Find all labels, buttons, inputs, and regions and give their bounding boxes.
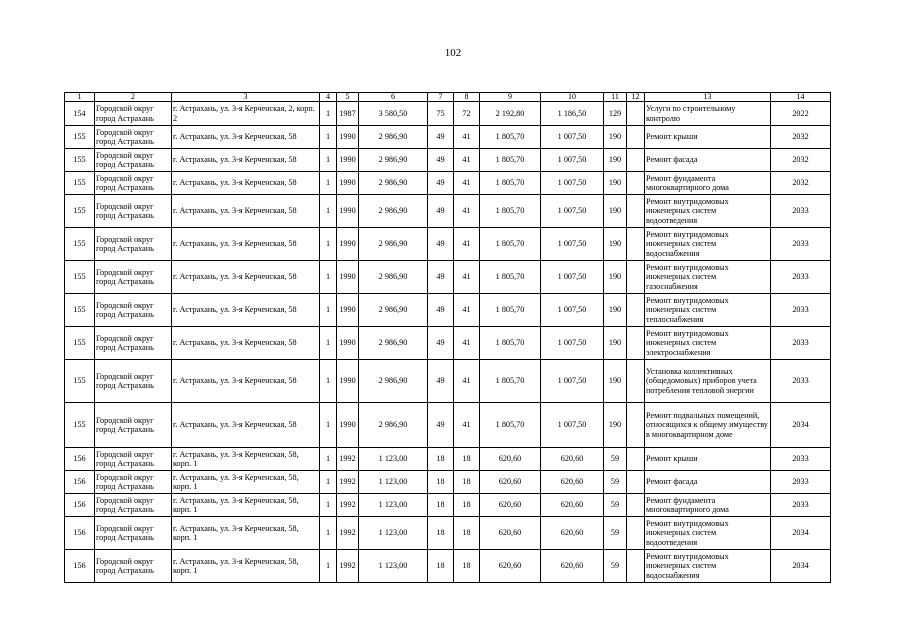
table-row	[65, 517, 831, 550]
address-cell: г. Астрахань, ул. 3-я Керченская, 58, корп. 1	[172, 517, 320, 550]
column-7-cell: 18	[428, 517, 454, 550]
column-9-cell: 1 805,70	[480, 149, 541, 172]
column-7-cell: 49	[428, 195, 454, 228]
column-header: 14	[771, 93, 831, 102]
column-header: 6	[359, 93, 428, 102]
column-header: 1	[65, 93, 95, 102]
column-11-cell: 59	[604, 550, 627, 583]
area-cell: 2 986,90	[359, 126, 428, 149]
column-7-cell: 49	[428, 261, 454, 294]
work-type-cell: Установка коллективных (общедомовых) приборов учета потребления тепловой энергии	[645, 360, 771, 403]
column-10-cell: 620,60	[541, 517, 604, 550]
year-cell: 1990	[337, 403, 359, 448]
year-cell: 1990	[337, 294, 359, 327]
column-11-cell: 59	[604, 448, 627, 471]
address-cell: г. Астрахань, ул. 3-я Керченская, 58	[172, 195, 320, 228]
column-7-cell: 49	[428, 327, 454, 360]
table-row	[65, 261, 831, 294]
column-9-cell: 1 805,70	[480, 327, 541, 360]
column-8-cell: 18	[454, 471, 480, 494]
column-12-cell	[627, 550, 645, 583]
column-8-cell: 41	[454, 172, 480, 195]
year-cell: 1992	[337, 550, 359, 583]
column-11-cell: 190	[604, 172, 627, 195]
table-row	[65, 327, 831, 360]
year-cell: 1990	[337, 149, 359, 172]
plan-year-cell: 2034	[771, 550, 831, 583]
plan-year-cell: 2022	[771, 102, 831, 126]
area-cell: 2 986,90	[359, 327, 428, 360]
work-type-cell: Ремонт внутридомовых инженерных систем газоснабжения	[645, 261, 771, 294]
table-row	[65, 360, 831, 403]
address-cell: г. Астрахань, ул. 3-я Керченская, 58, корп. 1	[172, 494, 320, 517]
area-cell: 2 986,90	[359, 294, 428, 327]
area-cell: 2 986,90	[359, 403, 428, 448]
plan-year-cell: 2033	[771, 327, 831, 360]
row-number: 156	[65, 550, 95, 583]
work-type-cell: Ремонт крыши	[645, 448, 771, 471]
row-number: 156	[65, 471, 95, 494]
address-cell: г. Астрахань, ул. 3-я Керченская, 58	[172, 228, 320, 261]
address-cell: г. Астрахань, ул. 3-я Керченская, 58	[172, 172, 320, 195]
row-number: 155	[65, 149, 95, 172]
column-12-cell	[627, 261, 645, 294]
municipality-cell: Городской округ город Астрахань	[95, 172, 172, 195]
column-header: 7	[428, 93, 454, 102]
municipality-cell: Городской округ город Астрахань	[95, 195, 172, 228]
row-number: 155	[65, 195, 95, 228]
address-cell: г. Астрахань, ул. 3-я Керченская, 58, корп. 1	[172, 471, 320, 494]
column-header: 9	[480, 93, 541, 102]
column-11-cell: 190	[604, 403, 627, 448]
column-11-cell: 59	[604, 494, 627, 517]
area-cell: 1 123,00	[359, 448, 428, 471]
plan-year-cell: 2034	[771, 403, 831, 448]
column-12-cell	[627, 403, 645, 448]
column-11-cell: 190	[604, 228, 627, 261]
municipality-cell: Городской округ город Астрахань	[95, 448, 172, 471]
municipality-cell: Городской округ город Астрахань	[95, 228, 172, 261]
column-header: 4	[320, 93, 337, 102]
year-cell: 1987	[337, 102, 359, 126]
plan-year-cell: 2032	[771, 126, 831, 149]
column-11-cell: 190	[604, 327, 627, 360]
column-8-cell: 41	[454, 327, 480, 360]
column-11-cell: 190	[604, 261, 627, 294]
table-row	[65, 403, 831, 448]
column-10-cell: 1 007,50	[541, 172, 604, 195]
row-number: 155	[65, 327, 95, 360]
column-7-cell: 18	[428, 448, 454, 471]
column-9-cell: 1 805,70	[480, 228, 541, 261]
address-cell: г. Астрахань, ул. 3-я Керченская, 2, корп. 2	[172, 102, 320, 126]
year-cell: 1990	[337, 261, 359, 294]
column-9-cell: 620,60	[480, 448, 541, 471]
column-header: 11	[604, 93, 627, 102]
column-4-cell: 1	[320, 550, 337, 583]
work-type-cell: Ремонт фундамента многоквартирного дома	[645, 172, 771, 195]
table-row	[65, 228, 831, 261]
column-10-cell: 1 007,50	[541, 294, 604, 327]
column-4-cell: 1	[320, 261, 337, 294]
year-cell: 1992	[337, 448, 359, 471]
column-11-cell: 190	[604, 149, 627, 172]
column-10-cell: 620,60	[541, 550, 604, 583]
column-10-cell: 1 007,50	[541, 327, 604, 360]
column-7-cell: 49	[428, 149, 454, 172]
work-type-cell: Ремонт внутридомовых инженерных систем водоснабжения	[645, 550, 771, 583]
column-4-cell: 1	[320, 126, 337, 149]
column-header: 2	[95, 93, 172, 102]
column-8-cell: 41	[454, 126, 480, 149]
column-8-cell: 18	[454, 550, 480, 583]
address-cell: г. Астрахань, ул. 3-я Керченская, 58	[172, 261, 320, 294]
column-9-cell: 620,60	[480, 550, 541, 583]
column-7-cell: 18	[428, 494, 454, 517]
column-4-cell: 1	[320, 360, 337, 403]
work-type-cell: Ремонт фасада	[645, 149, 771, 172]
column-9-cell: 2 192,80	[480, 102, 541, 126]
table-row	[65, 494, 831, 517]
plan-year-cell: 2033	[771, 494, 831, 517]
column-header: 8	[454, 93, 480, 102]
column-12-cell	[627, 126, 645, 149]
area-cell: 2 986,90	[359, 172, 428, 195]
plan-year-cell: 2033	[771, 195, 831, 228]
row-number: 155	[65, 360, 95, 403]
column-11-cell: 190	[604, 126, 627, 149]
column-10-cell: 1 007,50	[541, 228, 604, 261]
column-8-cell: 18	[454, 448, 480, 471]
column-11-cell: 190	[604, 360, 627, 403]
work-type-cell: Ремонт внутридомовых инженерных систем электроснабжения	[645, 327, 771, 360]
column-12-cell	[627, 494, 645, 517]
table-row	[65, 448, 831, 471]
column-7-cell: 75	[428, 102, 454, 126]
column-10-cell: 1 007,50	[541, 360, 604, 403]
column-7-cell: 18	[428, 471, 454, 494]
column-11-cell: 59	[604, 517, 627, 550]
row-number: 156	[65, 494, 95, 517]
row-number: 156	[65, 448, 95, 471]
column-9-cell: 1 805,70	[480, 403, 541, 448]
column-7-cell: 18	[428, 550, 454, 583]
work-type-cell: Ремонт крыши	[645, 126, 771, 149]
column-9-cell: 1 805,70	[480, 294, 541, 327]
row-number: 155	[65, 294, 95, 327]
area-cell: 2 986,90	[359, 149, 428, 172]
column-header: 12	[627, 93, 645, 102]
column-4-cell: 1	[320, 403, 337, 448]
column-12-cell	[627, 102, 645, 126]
municipality-cell: Городской округ город Астрахань	[95, 360, 172, 403]
year-cell: 1992	[337, 471, 359, 494]
work-type-cell: Ремонт внутридомовых инженерных систем водоснабжения	[645, 228, 771, 261]
year-cell: 1990	[337, 228, 359, 261]
column-4-cell: 1	[320, 494, 337, 517]
address-cell: г. Астрахань, ул. 3-я Керченская, 58, корп. 1	[172, 448, 320, 471]
year-cell: 1992	[337, 517, 359, 550]
column-8-cell: 41	[454, 403, 480, 448]
column-12-cell	[627, 195, 645, 228]
work-type-cell: Ремонт внутридомовых инженерных систем водоотведения	[645, 195, 771, 228]
work-type-cell: Ремонт внутридомовых инженерных систем теплоснабжения	[645, 294, 771, 327]
table-row	[65, 149, 831, 172]
work-type-cell: Услуги по строительному контролю	[645, 102, 771, 126]
year-cell: 1990	[337, 172, 359, 195]
row-number: 155	[65, 126, 95, 149]
column-10-cell: 620,60	[541, 471, 604, 494]
address-cell: г. Астрахань, ул. 3-я Керченская, 58	[172, 126, 320, 149]
column-7-cell: 49	[428, 403, 454, 448]
column-11-cell: 190	[604, 294, 627, 327]
table-row	[65, 294, 831, 327]
table-row	[65, 195, 831, 228]
column-4-cell: 1	[320, 471, 337, 494]
address-cell: г. Астрахань, ул. 3-я Керченская, 58	[172, 403, 320, 448]
column-12-cell	[627, 448, 645, 471]
year-cell: 1990	[337, 360, 359, 403]
area-cell: 2 986,90	[359, 261, 428, 294]
address-cell: г. Астрахань, ул. 3-я Керченская, 58	[172, 149, 320, 172]
column-12-cell	[627, 294, 645, 327]
column-4-cell: 1	[320, 448, 337, 471]
column-8-cell: 41	[454, 149, 480, 172]
column-9-cell: 1 805,70	[480, 126, 541, 149]
column-9-cell: 1 805,70	[480, 195, 541, 228]
column-12-cell	[627, 172, 645, 195]
column-8-cell: 41	[454, 261, 480, 294]
column-8-cell: 72	[454, 102, 480, 126]
row-number: 155	[65, 261, 95, 294]
column-9-cell: 1 805,70	[480, 261, 541, 294]
column-10-cell: 1 007,50	[541, 403, 604, 448]
row-number: 155	[65, 228, 95, 261]
plan-year-cell: 2034	[771, 517, 831, 550]
column-4-cell: 1	[320, 517, 337, 550]
municipality-cell: Городской округ город Астрахань	[95, 471, 172, 494]
column-10-cell: 1 007,50	[541, 149, 604, 172]
plan-year-cell: 2033	[771, 360, 831, 403]
address-cell: г. Астрахань, ул. 3-я Керченская, 58	[172, 360, 320, 403]
municipality-cell: Городской округ город Астрахань	[95, 102, 172, 126]
row-number: 156	[65, 517, 95, 550]
year-cell: 1990	[337, 126, 359, 149]
column-10-cell: 620,60	[541, 494, 604, 517]
column-8-cell: 18	[454, 494, 480, 517]
area-cell: 1 123,00	[359, 471, 428, 494]
capital-repair-table	[64, 92, 831, 583]
municipality-cell: Городской округ город Астрахань	[95, 517, 172, 550]
plan-year-cell: 2032	[771, 172, 831, 195]
row-number: 154	[65, 102, 95, 126]
column-9-cell: 620,60	[480, 517, 541, 550]
plan-year-cell: 2033	[771, 261, 831, 294]
year-cell: 1990	[337, 327, 359, 360]
table-row	[65, 550, 831, 583]
column-9-cell: 620,60	[480, 494, 541, 517]
year-cell: 1992	[337, 494, 359, 517]
column-9-cell: 1 805,70	[480, 360, 541, 403]
row-number: 155	[65, 403, 95, 448]
column-12-cell	[627, 228, 645, 261]
column-7-cell: 49	[428, 360, 454, 403]
column-header: 5	[337, 93, 359, 102]
column-10-cell: 1 186,50	[541, 102, 604, 126]
municipality-cell: Городской округ город Астрахань	[95, 550, 172, 583]
address-cell: г. Астрахань, ул. 3-я Керченская, 58, корп. 1	[172, 550, 320, 583]
area-cell: 1 123,00	[359, 494, 428, 517]
column-12-cell	[627, 149, 645, 172]
column-10-cell: 1 007,50	[541, 261, 604, 294]
column-8-cell: 41	[454, 228, 480, 261]
municipality-cell: Городской округ город Астрахань	[95, 327, 172, 360]
column-7-cell: 49	[428, 294, 454, 327]
column-4-cell: 1	[320, 327, 337, 360]
column-4-cell: 1	[320, 294, 337, 327]
work-type-cell: Ремонт подвальных помещений, относящихся к общему имуществу в многоквартирном доме	[645, 403, 771, 448]
column-11-cell: 190	[604, 195, 627, 228]
area-cell: 2 986,90	[359, 360, 428, 403]
column-header: 3	[172, 93, 320, 102]
municipality-cell: Городской округ город Астрахань	[95, 403, 172, 448]
table-row	[65, 126, 831, 149]
column-10-cell: 1 007,50	[541, 195, 604, 228]
column-12-cell	[627, 471, 645, 494]
column-8-cell: 41	[454, 195, 480, 228]
municipality-cell: Городской округ город Астрахань	[95, 149, 172, 172]
column-8-cell: 18	[454, 517, 480, 550]
address-cell: г. Астрахань, ул. 3-я Керченская, 58	[172, 327, 320, 360]
plan-year-cell: 2033	[771, 228, 831, 261]
column-7-cell: 49	[428, 126, 454, 149]
municipality-cell: Городской округ город Астрахань	[95, 126, 172, 149]
area-cell: 2 986,90	[359, 228, 428, 261]
column-11-cell: 59	[604, 471, 627, 494]
table-row	[65, 172, 831, 195]
column-12-cell	[627, 517, 645, 550]
area-cell: 1 123,00	[359, 550, 428, 583]
column-header: 13	[645, 93, 771, 102]
plan-year-cell: 2033	[771, 448, 831, 471]
work-type-cell: Ремонт внутридомовых инженерных систем водоотведения	[645, 517, 771, 550]
column-4-cell: 1	[320, 195, 337, 228]
column-4-cell: 1	[320, 228, 337, 261]
column-7-cell: 49	[428, 172, 454, 195]
column-8-cell: 41	[454, 294, 480, 327]
column-header: 10	[541, 93, 604, 102]
column-4-cell: 1	[320, 149, 337, 172]
address-cell: г. Астрахань, ул. 3-я Керченская, 58	[172, 294, 320, 327]
row-number: 155	[65, 172, 95, 195]
plan-year-cell: 2032	[771, 149, 831, 172]
column-number-row	[65, 93, 831, 102]
column-10-cell: 620,60	[541, 448, 604, 471]
area-cell: 3 580,50	[359, 102, 428, 126]
column-10-cell: 1 007,50	[541, 126, 604, 149]
column-4-cell: 1	[320, 172, 337, 195]
municipality-cell: Городской округ город Астрахань	[95, 494, 172, 517]
page-number: 102	[444, 47, 462, 59]
area-cell: 2 986,90	[359, 195, 428, 228]
column-9-cell: 620,60	[480, 471, 541, 494]
column-12-cell	[627, 360, 645, 403]
year-cell: 1990	[337, 195, 359, 228]
municipality-cell: Городской округ город Астрахань	[95, 261, 172, 294]
plan-year-cell: 2033	[771, 294, 831, 327]
column-9-cell: 1 805,70	[480, 172, 541, 195]
column-12-cell	[627, 327, 645, 360]
column-7-cell: 49	[428, 228, 454, 261]
work-type-cell: Ремонт фасада	[645, 471, 771, 494]
column-11-cell: 129	[604, 102, 627, 126]
work-type-cell: Ремонт фундамента многоквартирного дома	[645, 494, 771, 517]
table-row	[65, 471, 831, 494]
municipality-cell: Городской округ город Астрахань	[95, 294, 172, 327]
column-4-cell: 1	[320, 102, 337, 126]
plan-year-cell: 2033	[771, 471, 831, 494]
area-cell: 1 123,00	[359, 517, 428, 550]
table-row	[65, 102, 831, 126]
column-8-cell: 41	[454, 360, 480, 403]
